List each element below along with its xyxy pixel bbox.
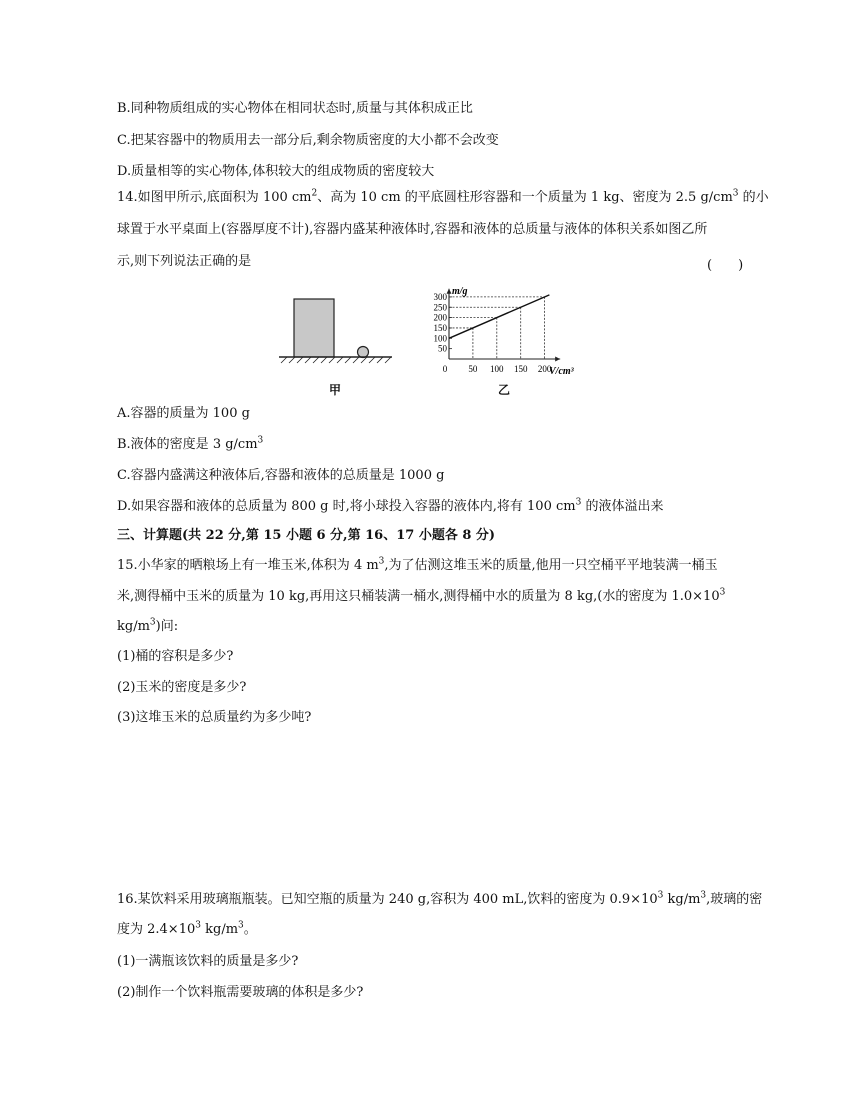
section-heading-calculation: 三、计算题(共 22 分,第 15 小题 6 分,第 16、17 小题各 8 分) <box>117 528 496 543</box>
table-hatching <box>281 357 391 363</box>
question-16-sub-1: (1)一满瓶该饮料的质量是多少? <box>117 954 299 969</box>
ball <box>358 347 369 358</box>
series-line <box>449 295 549 338</box>
option-c-13: C.把某容器中的物质用去一部分后,剩余物质密度的大小都不会改变 <box>117 133 499 148</box>
question-14-line-1: 14.如图甲所示,底面积为 100 $cm^2$、高为 10 cm 的平底圆柱形容器和一个质量为 1 kg、密度为 2.5 $g/cm^3$ 的小 <box>117 188 769 205</box>
question-16-line-1: 16.某饮料采用玻璃瓶瓶装。已知空瓶的质量为 240 g,容积为 400 mL,饮料的密度为 $0.9\times 10^3$ $kg/m^3$,玻璃的密 <box>117 890 763 907</box>
figure-yi-caption: 乙 <box>498 383 511 397</box>
figure-jia-caption: 甲 <box>329 383 342 397</box>
x-axis-arrow <box>555 357 560 362</box>
question-16-sub-2: (2)制作一个饮料瓶需要玻璃的体积是多少? <box>117 985 364 1000</box>
y-tick-label: 300 <box>433 291 447 302</box>
option-a-14: A.容器的质量为 100 g <box>117 406 250 421</box>
cylinder-container <box>294 299 334 357</box>
question-14-line-2: 球置于水平桌面上(容器厚度不计),容器内盛某种液体时,容器和液体的总质量与液体的体积关系如图乙所 <box>117 222 708 237</box>
figure-yi-graph <box>418 282 598 382</box>
x-tick-label: 50 <box>468 364 478 374</box>
question-16-line-2: 度为 $2.4\times 10^3$ $kg/m^3$。 <box>117 920 257 937</box>
question-15-line-1: 15.小华家的晒粮场上有一堆玉米,体积为 4 $m^3$,为了估测这堆玉米的质量,他用一只空桶平平地装满一桶玉 <box>117 556 718 573</box>
y-tick-label: 250 <box>433 302 447 313</box>
x-axis-label: V/cm³ <box>549 366 574 377</box>
question-15-sub-2: (2)玉米的密度是多少? <box>117 680 247 695</box>
option-b-14: B.液体的密度是 3 $g/cm^3$ <box>117 435 264 452</box>
question-14-line-3: 示,则下列说法正确的是 <box>117 254 252 269</box>
question-15-line-3: $kg/m^3$)问: <box>117 617 179 634</box>
x-tick-label: 0 <box>442 364 448 374</box>
question-15-line-2: 米,测得桶中玉米的质量为 10 kg,再用这只桶装满一桶水,测得桶中水的质量为 8 kg,(水的密度为 $1.0\times 10^3$ <box>117 587 726 604</box>
y-tick-label: 100 <box>433 333 447 344</box>
y-tick-label: 150 <box>433 322 447 333</box>
figure-jia <box>275 293 400 373</box>
y-axis-arrow <box>447 289 452 294</box>
option-c-14: C.容器内盛满这种液体后,容器和液体的总质量是 1000 g <box>117 468 445 483</box>
x-tick-label: 200 <box>537 364 552 374</box>
option-d-14: D.如果容器和液体的总质量为 800 g 时,将小球投入容器的液体内,将有 100 $cm^3$ 的液体溢出来 <box>117 497 664 514</box>
x-tick-label: 100 <box>490 364 504 374</box>
x-tick-label: 150 <box>513 364 528 374</box>
y-tick-label: 50 <box>438 343 447 354</box>
option-b-13: B.同种物质组成的实心物体在相同状态时,质量与其体积成正比 <box>117 101 473 116</box>
y-axis-label: m/g <box>452 286 468 297</box>
y-tick-label: 200 <box>433 312 447 323</box>
question-15-sub-3: (3)这堆玉米的总质量约为多少吨? <box>117 710 312 725</box>
question-15-sub-1: (1)桶的容积是多少? <box>117 649 234 664</box>
answer-parentheses: ( ) <box>707 258 744 273</box>
option-d-13: D.质量相等的实心物体,体积较大的组成物质的密度较大 <box>117 164 435 179</box>
